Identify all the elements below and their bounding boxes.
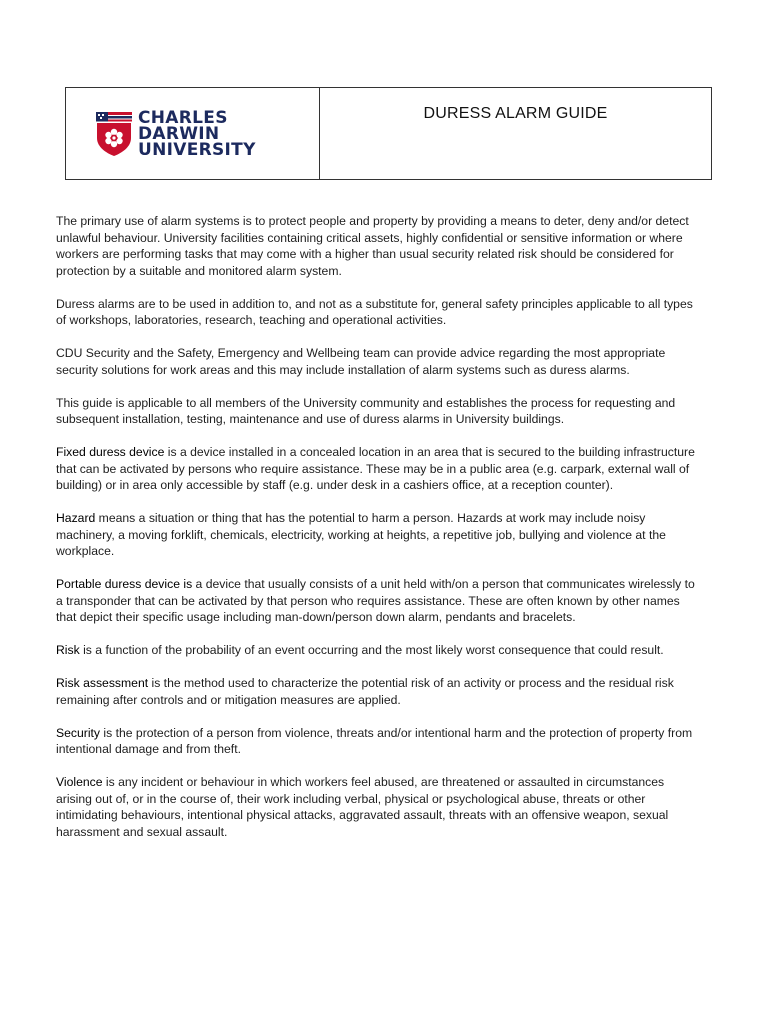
- intro-paragraph-4: This guide is applicable to all members of the University community and establishes the process for requesting and subsequent installation, testing, maintenance and use of duress alarms in University buildings.: [56, 395, 676, 426]
- definition-term: Security: [56, 725, 101, 740]
- intro-paragraph-2: Duress alarms are to be used in addition to, and not as a substitute for, general safety principles applicable to all types of workshops, laboratories, research, teaching and operational activities.: [56, 296, 693, 327]
- document-body: [56, 213, 696, 857]
- definition-text: a device that usually consists of a unit held with/on a person that communicates wirelessly to a transponder that can be activated by that person who requires assistance. These are often known by other names that depict their specific usage including man-down/person down alarm, pendants and bracelets.: [56, 577, 695, 624]
- title-cell: [320, 88, 711, 179]
- university-logo: [96, 110, 256, 158]
- header-table: [65, 87, 712, 180]
- definition-term: Risk assessment: [56, 676, 149, 690]
- intro-paragraph-1: The primary use of alarm systems is to protect people and property by providing a means to deter, deny and/or detect unlawful behaviour. University facilities containing critical assets, highly confidential or sensitive information or where workers are performing tasks that may come with a higher than usual security related risk should be considered for protection by a suitable and monitored alarm system.: [56, 214, 689, 278]
- definition-term: Risk: [56, 643, 80, 657]
- definition-violence: [56, 774, 696, 840]
- logo-line-2: DARWIN: [138, 124, 220, 144]
- definition-fixed-duress-device: [56, 444, 696, 494]
- definition-text: means a situation or thing that has the potential to harm a person. Hazards at work may include noisy machinery, a moving forklift, chemicals, electricity, working at heights, a repetitive job, bullying and violence at the workplace.: [56, 511, 666, 558]
- definition-term: Hazard: [56, 511, 96, 525]
- definition-portable-duress-device: [56, 576, 696, 626]
- definition-text: is the method used to characterize the potential risk of an activity or process and the residual risk remaining after controls and or mitigation measures are applied.: [56, 676, 674, 707]
- definition-risk: [56, 642, 696, 659]
- logo-wordmark: [138, 110, 256, 158]
- definition-risk-assessment: [56, 675, 696, 708]
- definition-text: is any incident or behaviour in which workers feel abused, are threatened or assaulted in circumstances arising out of, or in the course of, their work including verbal, physical or psychological abuse, threats or other intimidating behaviours, intentional physical attacks, aggravated assault, threats with an offensive weapon, sexual harassment and sexual assault.: [56, 775, 669, 839]
- definition-hazard: [56, 510, 696, 560]
- definition-text: is the protection of a person from violence, threats and/or intentional harm and the protection of property from intentional damage and from theft.: [56, 725, 693, 756]
- logo-cell: [66, 88, 320, 179]
- definition-term: Portable duress device is: [56, 577, 193, 591]
- definition-text: is a device installed in a concealed location in an area that is secured to the building infrastructure that can be activated by persons who require assistance. These may be in a public area (e.g. carpark, external wall of building) or in area only accessible by staff (e.g. under desk in a cashiers office, at a reception counter).: [56, 445, 695, 492]
- definition-security: [56, 725, 696, 758]
- intro-paragraph-3: CDU Security and the Safety, Emergency and Wellbeing team can provide advice regarding the most appropriate security solutions for work areas and this may include installation of alarm systems such as duress alarms.: [56, 346, 666, 377]
- definition-term: Violence: [56, 775, 103, 789]
- university-crest-icon: [96, 112, 132, 156]
- document-title: DURESS ALARM GUIDE: [423, 105, 608, 122]
- logo-line-1: CHARLES: [138, 108, 228, 128]
- definition-term: Fixed duress device: [56, 445, 165, 459]
- logo-line-3: UNIVERSITY: [138, 140, 256, 160]
- definition-text: is a function of the probability of an event occurring and the most likely worst consequence that could result.: [79, 643, 664, 657]
